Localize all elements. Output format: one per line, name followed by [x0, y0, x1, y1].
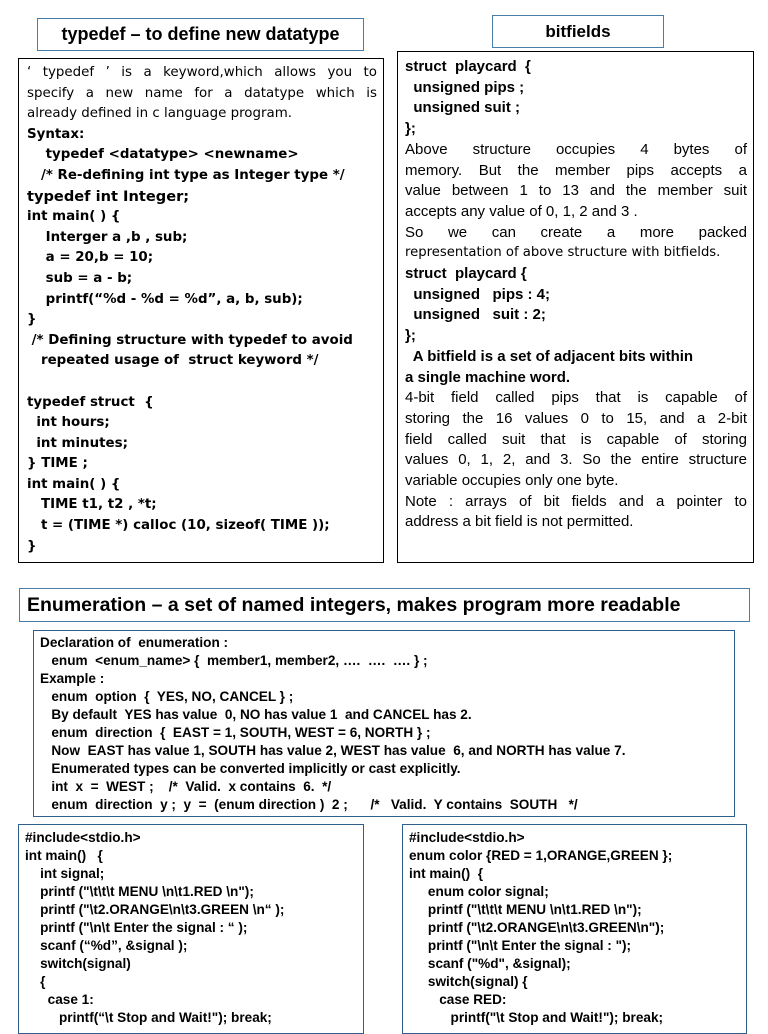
enumeration-panel — [33, 630, 735, 817]
code-line: typedef <datatype> <newname> — [27, 147, 299, 163]
enum-line: Example : — [40, 671, 105, 686]
code-line: repeated usage of struct keyword */ — [27, 353, 319, 369]
enum-line: Enumerated types can be converted implicitly or cast explicitly. — [40, 761, 461, 776]
code-line: } TIME ; — [27, 456, 88, 472]
code-line: scanf ("%d", &signal); — [409, 956, 571, 971]
code-line — [27, 372, 377, 393]
code-line: enum color {RED = 1,ORANGE,GREEN }; — [409, 848, 673, 863]
code-line: { — [25, 974, 46, 989]
typedef-panel — [18, 58, 384, 563]
typedef-title: typedef – to define new datatype — [61, 24, 340, 44]
code-line: int main( ) { — [27, 476, 121, 492]
code-line: switch(signal) — [25, 956, 131, 971]
code-line: switch(signal) { — [409, 974, 528, 989]
code-line: int hours; — [27, 415, 110, 431]
code-panel-left — [18, 824, 364, 1034]
enum-line: enum direction y ; y = (enum direction ) 2 ; /* Valid. Y contains SOUTH */ — [40, 797, 578, 812]
code-line: printf ("\t2.ORANGE\n\t3.GREEN\n"); — [409, 920, 665, 935]
code-line: int main() { — [409, 866, 484, 881]
enumeration-title-box — [19, 588, 750, 622]
paragraph-line: variable occupies only one byte. — [405, 472, 619, 490]
struct-playcard-code — [405, 57, 747, 140]
paragraph-line: field called suit that is capable of storing — [405, 430, 747, 448]
typedef-intro-line: ‘ typedef ’ is a keyword,which allows you to — [27, 65, 377, 80]
code-line: case 1: — [25, 992, 94, 1007]
paragraph-line: representation of above structure with bitfields. — [405, 245, 721, 261]
syntax-label: Syntax: — [27, 126, 85, 142]
paragraph-line: storing the 16 values 0 to 15, and a 2-bit — [405, 409, 747, 427]
enum-line: Declaration of enumeration : — [40, 635, 229, 650]
typedef-code — [27, 145, 377, 557]
code-line: #include<stdio.h> — [409, 830, 525, 845]
bitfields-title: bitfields — [545, 22, 611, 41]
code-line: scanf (“%d”, &signal ); — [25, 938, 188, 953]
code-line: TIME t1, t2 , *t; — [27, 497, 157, 513]
bitfield-definition: a single machine word. — [405, 368, 571, 386]
code-line: printf ("\t\t\t MENU \n\t1.RED \n"); — [25, 884, 254, 899]
enum-line: By default YES has value 0, NO has value 1 and CANCEL has 2. — [40, 707, 472, 722]
code-line: enum color signal; — [409, 884, 549, 899]
code-line: }; — [405, 120, 416, 138]
paragraph-line: 4-bit field called pips that is capable of — [405, 389, 747, 407]
code-line: printf ("\t2.ORANGE\n\t3.GREEN \n“ ); — [25, 902, 285, 917]
code-line: printf("\t Stop and Wait!"); break; — [409, 1010, 664, 1025]
paragraph-line: accepts any value of 0, 1, 2 and 3 . — [405, 202, 638, 220]
code-line: printf(“\t Stop and Wait!"); break; — [25, 1010, 272, 1025]
code-panel-right — [402, 824, 747, 1034]
note-line: address a bit field is not permitted. — [405, 513, 634, 531]
enum-line: Now EAST has value 1, SOUTH has value 2, WEST has value 6, and NORTH has value 7. — [40, 743, 626, 758]
code-line: printf ("\t\t\t MENU \n\t1.RED \n"); — [409, 902, 642, 917]
code-line: typedef int Integer; — [27, 187, 190, 205]
code-line: typedef struct { — [27, 394, 154, 410]
typedef-title-box — [37, 18, 364, 51]
enum-line: enum <enum_name> { member1, member2, …. …. …. } ; — [40, 653, 428, 668]
code-line: #include<stdio.h> — [25, 830, 141, 845]
code-line: int main() { — [25, 848, 103, 863]
code-line: int signal; — [25, 866, 105, 881]
bitfields-title-box — [492, 15, 664, 48]
enum-line: enum direction { EAST = 1, SOUTH, WEST = 6, NORTH } ; — [40, 725, 431, 740]
paragraph-line: values 0, 1, 2, and 3. So the entire structure — [405, 451, 747, 469]
code-line: /* Re-defining int type as Integer type */ — [27, 167, 345, 183]
code-line: printf ("\n\t Enter the signal : "); — [409, 938, 632, 953]
paragraph-line: So we can create a more packed — [405, 223, 747, 241]
code-line: } — [27, 538, 37, 554]
typedef-intro-line: specify a new name for a datatype which is — [27, 85, 377, 101]
code-line: unsigned suit : 2; — [405, 306, 546, 324]
paragraph-line: value between 1 to 13 and the member suit — [405, 182, 747, 200]
code-line: unsigned pips : 4; — [405, 285, 551, 303]
bitfield-definition: A bitfield is a set of adjacent bits within — [405, 347, 694, 365]
code-line: unsigned pips ; — [405, 78, 525, 96]
code-line: struct playcard { — [405, 265, 527, 283]
code-line: printf(“%d - %d = %d”, a, b, sub); — [27, 291, 303, 307]
code-line: case RED: — [409, 992, 507, 1007]
code-line: a = 20,b = 10; — [27, 250, 154, 266]
bitfields-panel — [397, 51, 754, 563]
code-line: printf ("\n\t Enter the signal : “ ); — [25, 920, 248, 935]
enum-line: enum option { YES, NO, CANCEL } ; — [40, 689, 294, 704]
code-line: int main( ) { — [27, 209, 121, 225]
paragraph-line: Above structure occupies 4 bytes of — [405, 140, 747, 158]
code-line: } — [27, 312, 37, 328]
code-line: /* Defining structure with typedef to avoid — [27, 332, 353, 348]
typedef-intro-line: already defined in c language program. — [27, 106, 293, 122]
code-line: }; — [405, 327, 416, 345]
enumeration-title: Enumeration – a set of named integers, makes program more readable — [27, 594, 681, 616]
code-line: sub = a - b; — [27, 270, 133, 286]
code-line: Interger a ,b , sub; — [27, 229, 188, 245]
code-line: unsigned suit ; — [405, 99, 520, 117]
note-line: Note : arrays of bit fields and a pointer to — [405, 492, 747, 510]
code-line: struct playcard { — [405, 58, 531, 75]
struct-playcard-bitfield-code — [405, 264, 747, 347]
code-line: t = (TIME *) calloc (10, sizeof( TIME )); — [27, 518, 330, 534]
enum-line: int x = WEST ; /* Valid. x contains 6. */ — [40, 779, 332, 794]
code-line: int minutes; — [27, 435, 128, 451]
paragraph-line: memory. But the member pips accepts a — [405, 161, 747, 179]
